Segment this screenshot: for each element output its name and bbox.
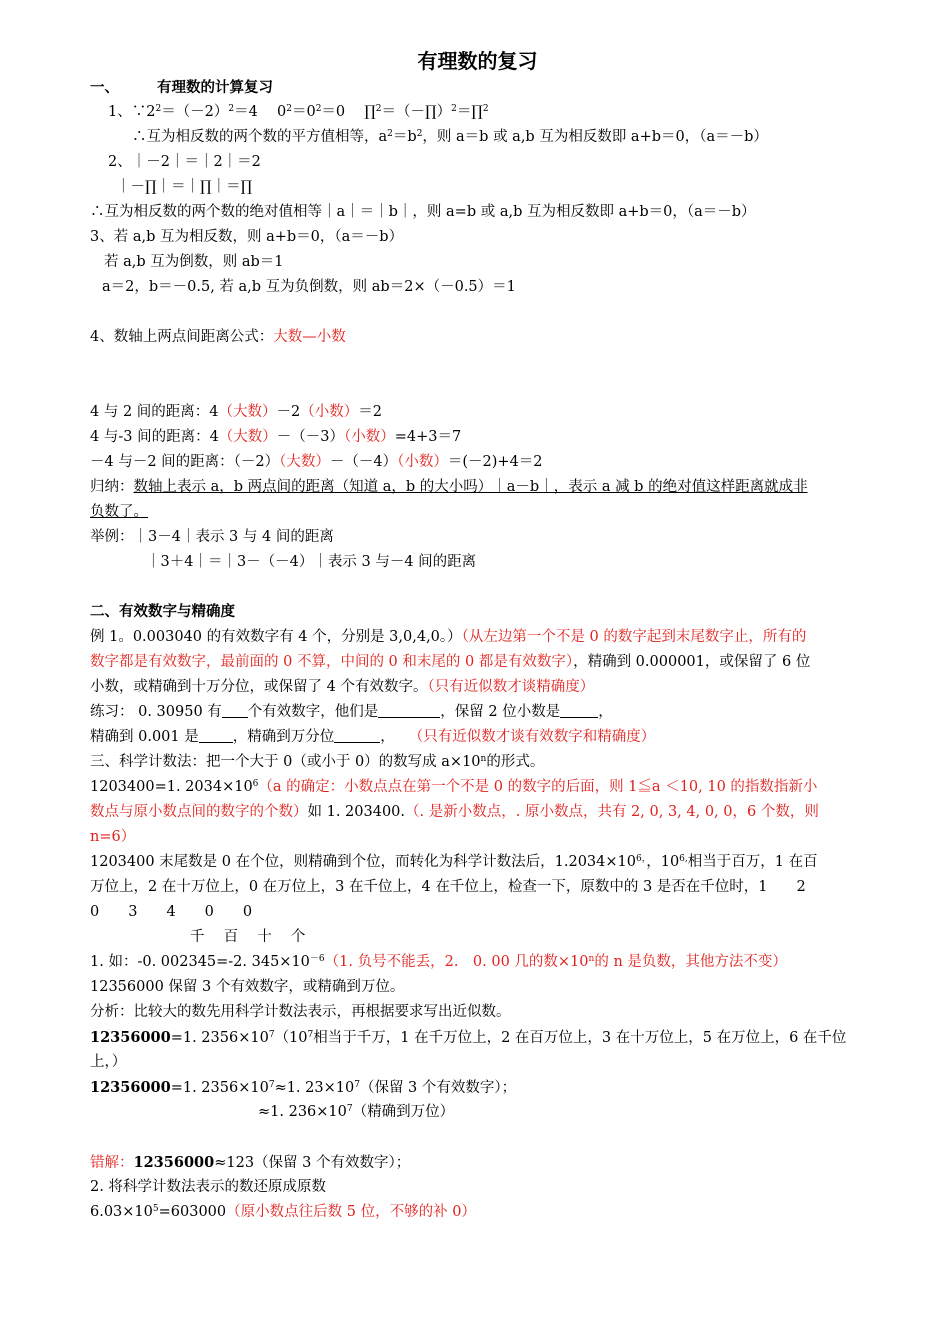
sig-example-line-3: 小数，或精确到十万分位，或保留了 4 个有效数字。（只有近似数才谈精确度）	[90, 679, 595, 695]
answer-blank[interactable]	[560, 703, 598, 718]
negative-sci-example: 1. 如：-0. 002345=-2. $345\times 10^{-6}(1$. 负号不能丢，2. 0. 00 几的数$\times 10^n$的 n 是负数，其他方法不变）	[90, 954, 787, 970]
section1-heading	[90, 76, 273, 101]
exercise-line-1: 练习： 0. 30950 有 个有效数字，他们是 ，保留 2 位小数是 ，	[90, 704, 613, 720]
rounding-question: 12356000 保留 3 个有效数字，或精确到万位。	[90, 979, 405, 995]
sci-example-line-1: 1203400=1. $2034\times 10^6(a$ 的确定：小数点点在第一个不是 0 的数字的后面，则 1≦a ＜10, 10 的指数指新小	[90, 779, 818, 795]
section2-heading: 二、有效数字与精确度	[90, 604, 235, 620]
restore-heading: 2. 将科学计数法表示的数还原成原数	[90, 1179, 326, 1195]
square-conclusion-line: ∴互为相反数的两个数的平方值相等，$a^2=b^2$，则 a＝b 或 a,b 互为相反数即 a+b＝0，（a＝－b）	[132, 129, 768, 145]
sig-example-line-2: 数字都是有效数字，最前面的 0 不算，中间的 0 和末尾的 0 都是有效数字），精确到 0.000001，或保留了 6 位	[90, 654, 811, 670]
square-equation-line: 1、$\because 2^2=(-2)^2=4$ $0^2=0^2=0$ ∏$^2$＝（－∏）$^2$＝∏$^2$	[108, 104, 489, 120]
section1-heading-text: 有理数的计算复习	[157, 80, 273, 96]
distance-formula-line: 4、数轴上两点间距离公式：大数—小数	[90, 329, 346, 345]
page-title: 有理数的复习	[417, 49, 538, 73]
summary-line-1: 归纳：数轴上表示 a，b 两点间的距离（知道 a，b 的大小吗）｜a－b｜，表示 a 减 b 的绝对值这样距离就成非	[90, 479, 808, 495]
distance-example-2: 4 与-3 间的距离：4（大数）－（－3）（小数）=4+3＝7	[90, 429, 462, 445]
abs-conclusion-line: ∴互为相反数的两个数的绝对值相等｜a｜＝｜b｜，则 a=b 或 a,b 互为相反数即 a+b＝0，（a＝－b）	[90, 204, 756, 220]
summary-line-2: 负数了。	[90, 504, 148, 520]
distance-example-3: －4 与－2 间的距离：（－2）（大数）－（－4）（小数）＝(－2)+4＝2	[90, 454, 543, 470]
precision-line-2: 万位上，2 在十万位上，0 在万位上，3 在千位上，4 在千位上，检查一下，原数中的 3 是否在千位时，1 2	[90, 879, 806, 895]
distance-formula: 大数—小数	[273, 329, 346, 345]
answer-blank[interactable]	[334, 728, 380, 743]
rounding-step-1: 12356000=1. $2356\times 10^7(10^7$相当于千万，1 在千万位上，2 在百万位上，3 在十万位上，5 在万位上，6 在千位	[90, 1029, 847, 1046]
abs-line-2: ｜－∏｜＝｜∏｜＝∏	[116, 179, 253, 195]
section1-heading-num: 一、	[90, 80, 119, 96]
place-names-row: 千 百 十 个	[190, 929, 306, 945]
precision-line-1: 1203400 末尾数是 0 在个位，则精确到个位，而转化为科学计数法后，$1.2034\times 10^{6,}$，$10^{6,}$相当于百万，1 在百	[90, 854, 818, 870]
analysis-line: 分析：比较大的数先用科学计数法表示，再根据要求写出近似数。	[90, 1004, 511, 1020]
wrong-solution-line: 错解：12356000≈123（保留 3 个有效数字）；	[90, 1154, 411, 1171]
abs-line-1: 2、｜－2｜＝｜2｜＝2	[108, 154, 261, 170]
example-line-1: 举例：｜3－4｜表示 3 与 4 间的距离	[90, 529, 334, 545]
digits-row: 0 3 4 0 0	[90, 904, 253, 920]
sci-example-line-2: 数点与原小数点间的数字的个数）如 1. 203400.（. 是新小数点，. 原小数点，共有 2, 0, 3, 4, 0, 0，6 个数，则	[90, 804, 819, 820]
rounding-step-1-cont: 上，）	[90, 1054, 127, 1070]
example-line-2: ｜3＋4｜＝｜3－（－4）｜表示 3 与－4 间的距离	[146, 554, 477, 570]
sig-example-line-1: 例 1。0.003040 的有效数字有 4 个，分别是 3,0,4,0。）（从左边第一个不是 0 的数字起到末尾数字止，所有的	[90, 629, 807, 645]
rounding-step-2: 12356000=1. $2356\times 10^7\approx 1$. $23\times 10^7$（保留 3 个有效数字）；	[90, 1079, 517, 1096]
opposite-line: 3、若 a,b 互为相反数，则 a+b＝0，（a＝－b）	[90, 229, 404, 245]
reciprocal-line: 若 a,b 互为倒数，则 ab＝1	[104, 254, 284, 270]
exercise-line-2: 精确到 0.001 是 ，精确到万分位 ， （只有近似数才谈有效数字和精确度）	[90, 729, 656, 745]
rounding-step-3: ≈1. $236\times 10^7$（精确到万位）	[258, 1104, 455, 1120]
answer-blank[interactable]	[378, 703, 440, 718]
distance-example-1: 4 与 2 间的距离：4（大数）－2（小数）＝2	[90, 404, 382, 420]
answer-blank[interactable]	[222, 703, 248, 718]
negative-reciprocal-line: a＝2，b＝－0.5, 若 a,b 互为负倒数，则 ab＝2×（－0.5）＝1	[102, 279, 516, 295]
restore-example: $6.03\times 10^5=603000$（原小数点往后数 5 位，不够的补 0）	[90, 1204, 476, 1220]
sci-notation-definition: 三、科学计数法：把一个大于 0（或小于 0）的数写成 $a\times 10^n$的形式。	[90, 754, 545, 770]
sci-example-line-3: n=6）	[90, 829, 136, 845]
answer-blank[interactable]	[199, 728, 233, 743]
